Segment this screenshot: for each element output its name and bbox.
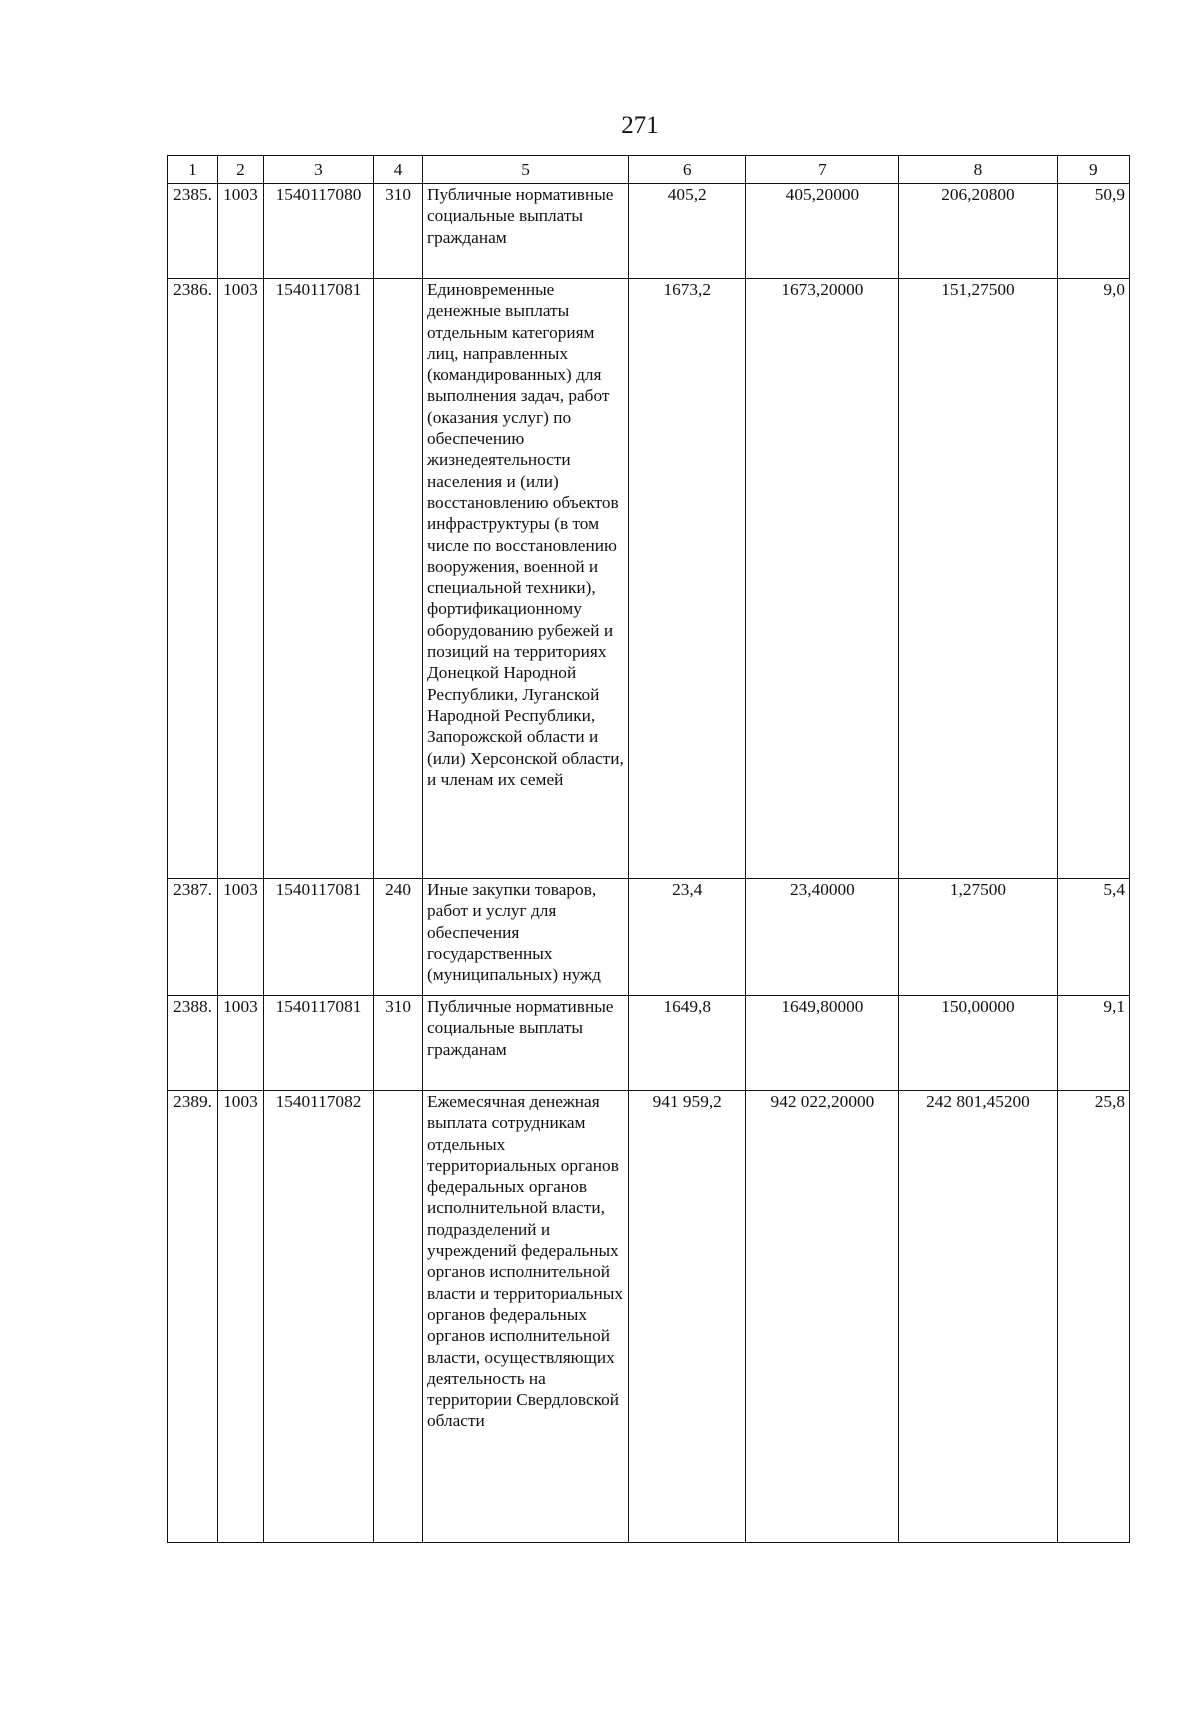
value-col8: 242 801,45200 [899, 1091, 1057, 1543]
description: Единовременные денежные выплаты отдельным категориям лиц, направленных (командированных) для выполнения задач, работ (оказания услуг) по обеспечению жизнедеятельности населения и (или) восстановлению объектов инфраструктуры (в том числе по восстановлению вооружения, военной и специальной техники), фортификационному оборудованию рубежей и позиций на территориях Донецкой Народной Республики, Луганской Народной Республики, Запорожской области и (или) Херсонской области, и членам их семей [423, 279, 629, 879]
value-col6: 405,2 [629, 184, 746, 279]
budget-table [167, 155, 1130, 1543]
value-col9: 5,4 [1057, 879, 1129, 996]
description: Ежемесячная денежная выплата сотрудникам отдельных территориальных органов федеральных органов исполнительной власти, подразделений и учреждений федеральных органов исполнительной власти и территориальных органов федеральных органов исполнительной власти, осуществляющих деятельность на территории Свердловской области [423, 1091, 629, 1543]
table-row [168, 996, 1130, 1091]
expense-type-code: 240 [374, 879, 423, 996]
value-col6: 1649,8 [629, 996, 746, 1091]
value-col7: 1649,80000 [746, 996, 899, 1091]
col-header-6: 6 [629, 156, 746, 184]
col-header-1: 1 [168, 156, 218, 184]
target-article-code: 1540117080 [263, 184, 373, 279]
value-col7: 942 022,20000 [746, 1091, 899, 1543]
row-number: 2385. [168, 184, 218, 279]
description: Публичные нормативные социальные выплаты гражданам [423, 184, 629, 279]
value-col8: 151,27500 [899, 279, 1057, 879]
row-number: 2386. [168, 279, 218, 879]
target-article-code: 1540117081 [263, 996, 373, 1091]
col-header-9: 9 [1057, 156, 1129, 184]
row-number: 2389. [168, 1091, 218, 1543]
col-header-3: 3 [263, 156, 373, 184]
expense-type-code: 310 [374, 996, 423, 1091]
target-article-code: 1540117081 [263, 279, 373, 879]
expense-type-code [374, 279, 423, 879]
value-col9: 9,0 [1057, 279, 1129, 879]
value-col6: 23,4 [629, 879, 746, 996]
table-row [168, 184, 1130, 279]
row-number: 2387. [168, 879, 218, 996]
value-col6: 1673,2 [629, 279, 746, 879]
expense-type-code [374, 1091, 423, 1543]
col-header-2: 2 [217, 156, 263, 184]
value-col7: 405,20000 [746, 184, 899, 279]
value-col9: 50,9 [1057, 184, 1129, 279]
description: Публичные нормативные социальные выплаты гражданам [423, 996, 629, 1091]
table-row [168, 879, 1130, 996]
value-col9: 9,1 [1057, 996, 1129, 1091]
table-row [168, 279, 1130, 879]
section-code: 1003 [217, 184, 263, 279]
col-header-8: 8 [899, 156, 1057, 184]
page-number: 271 [621, 112, 659, 139]
header-row [168, 156, 1130, 184]
row-number: 2388. [168, 996, 218, 1091]
col-header-4: 4 [374, 156, 423, 184]
target-article-code: 1540117081 [263, 879, 373, 996]
value-col6: 941 959,2 [629, 1091, 746, 1543]
value-col9: 25,8 [1057, 1091, 1129, 1543]
value-col7: 1673,20000 [746, 279, 899, 879]
section-code: 1003 [217, 879, 263, 996]
value-col8: 150,00000 [899, 996, 1057, 1091]
expense-type-code: 310 [374, 184, 423, 279]
target-article-code: 1540117082 [263, 1091, 373, 1543]
value-col8: 206,20800 [899, 184, 1057, 279]
section-code: 1003 [217, 1091, 263, 1543]
description: Иные закупки товаров, работ и услуг для обеспечения государственных (муниципальных) нужд [423, 879, 629, 996]
value-col8: 1,27500 [899, 879, 1057, 996]
value-col7: 23,40000 [746, 879, 899, 996]
col-header-5: 5 [423, 156, 629, 184]
section-code: 1003 [217, 279, 263, 879]
col-header-7: 7 [746, 156, 899, 184]
section-code: 1003 [217, 996, 263, 1091]
table-row [168, 1091, 1130, 1543]
